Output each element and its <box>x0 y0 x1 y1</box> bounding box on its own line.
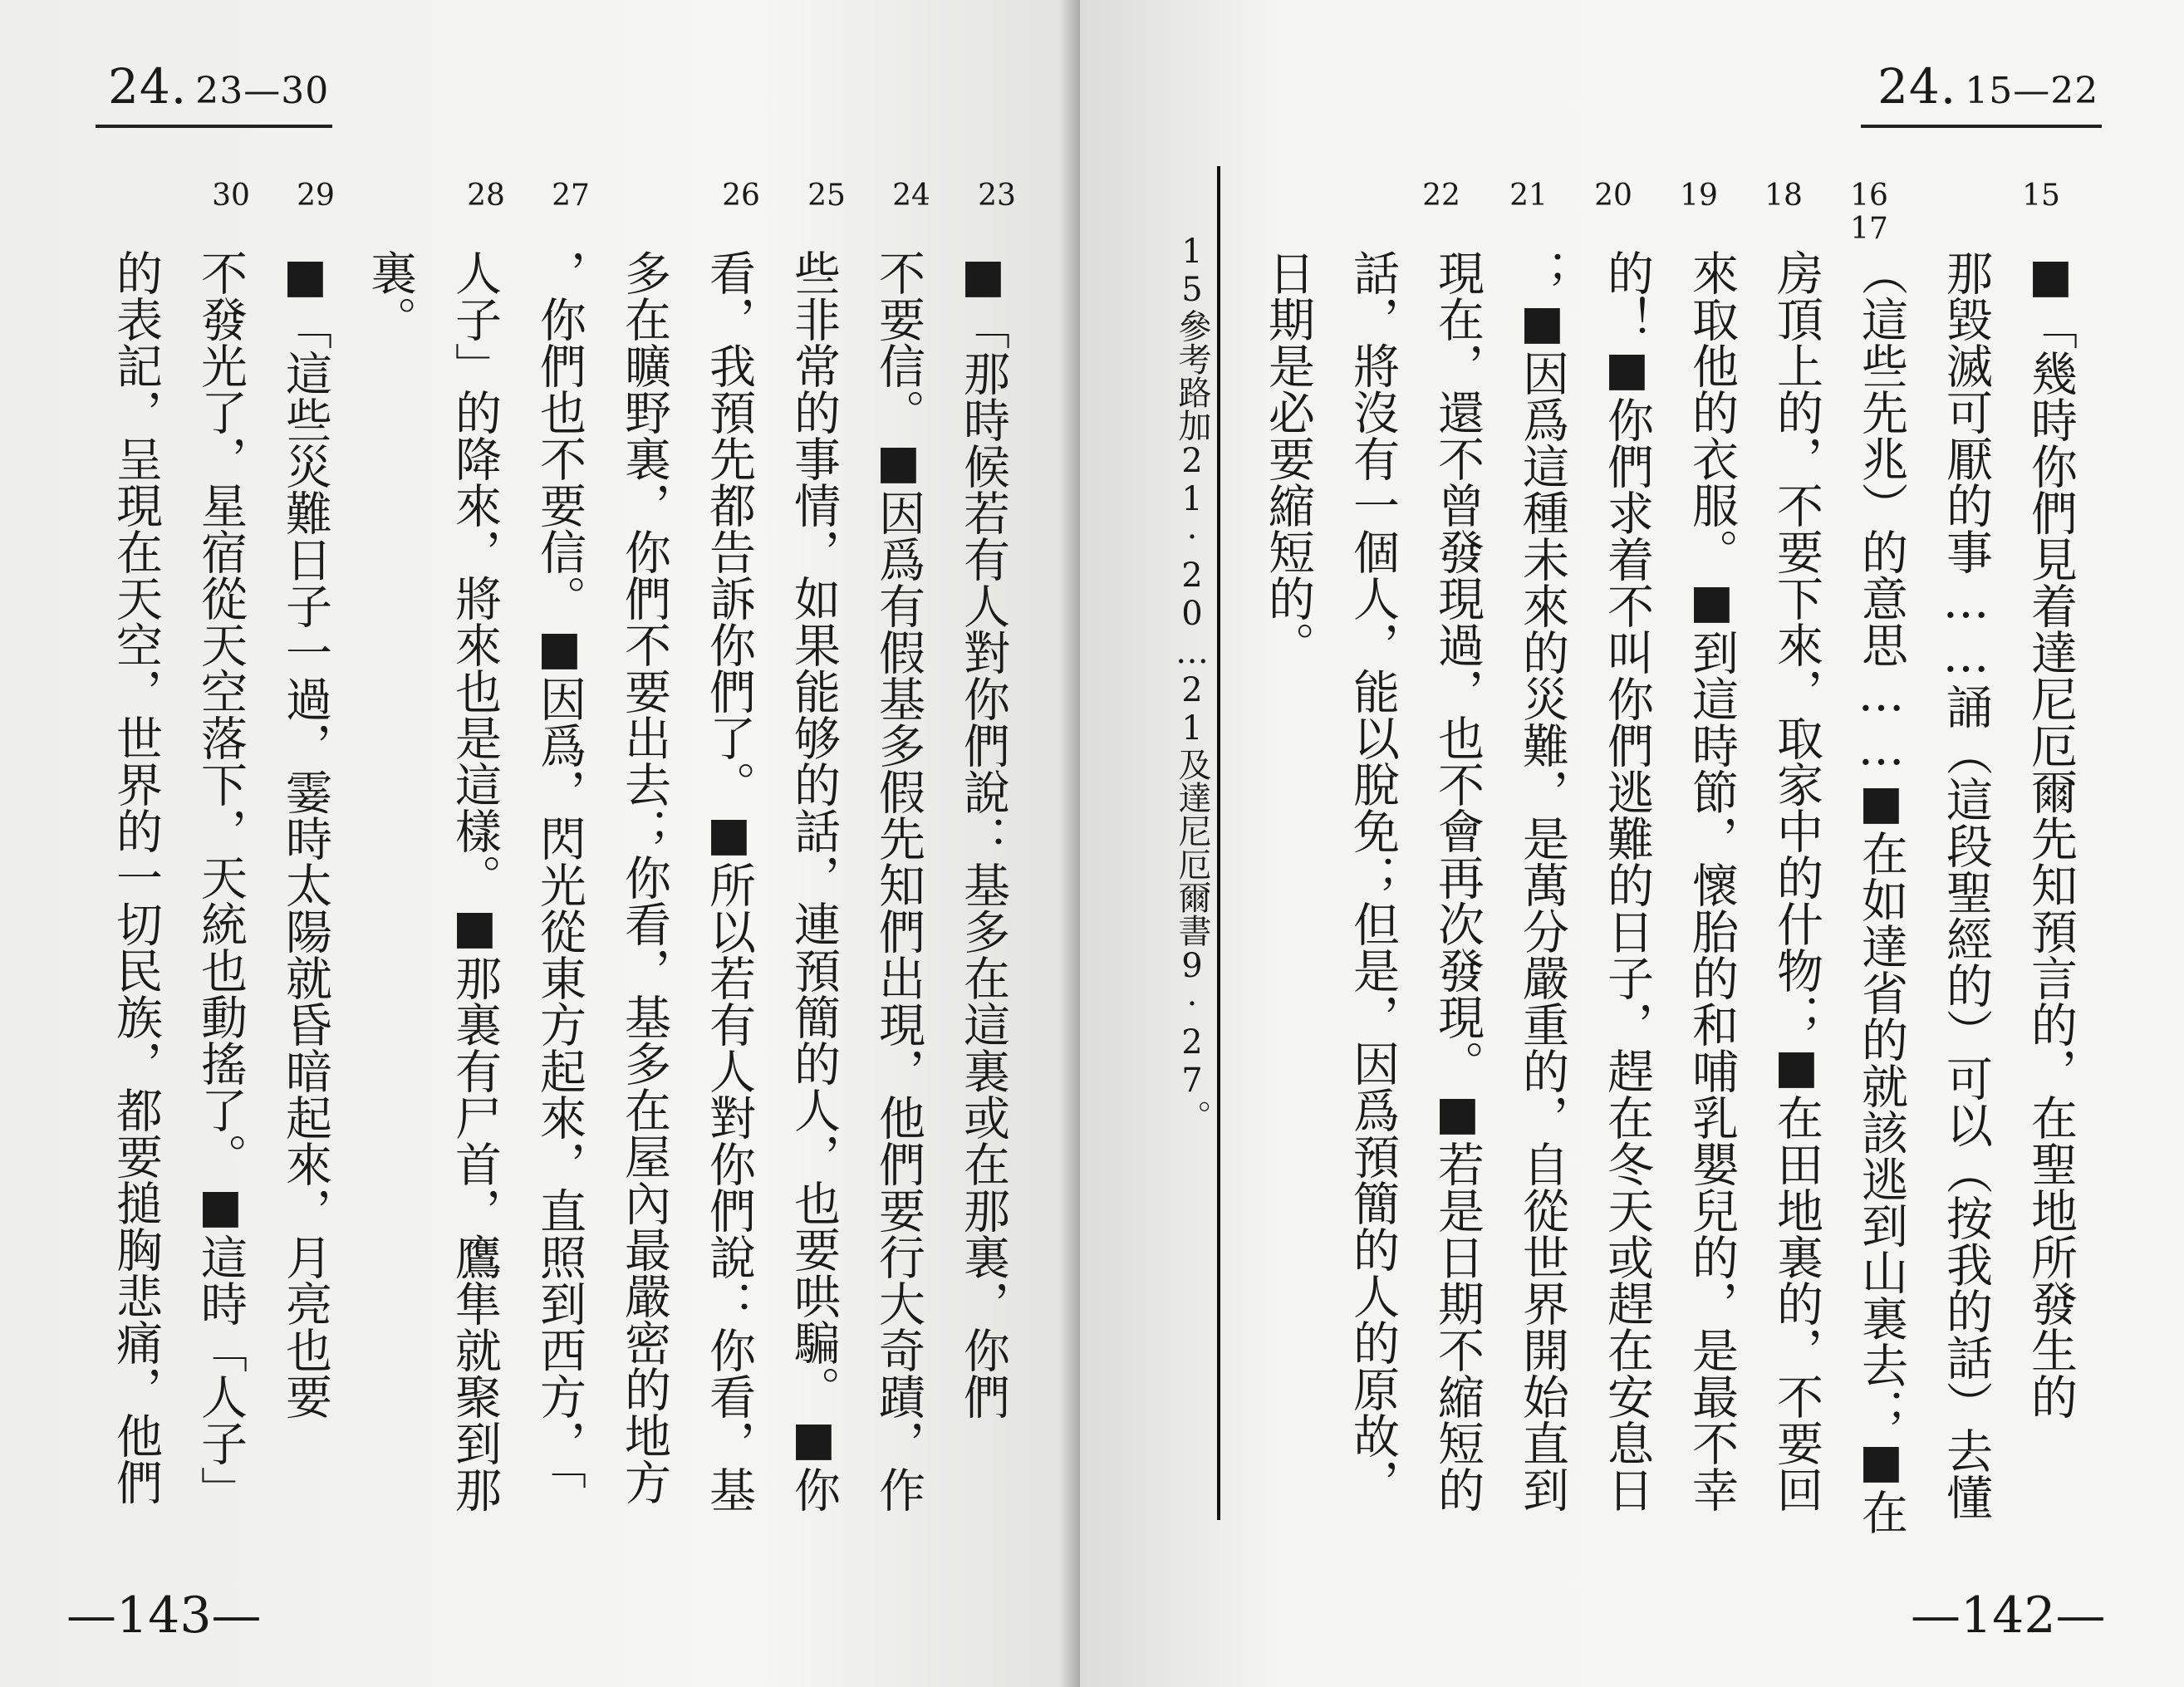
verse-number: 21 <box>1509 179 1548 213</box>
verse-number: 28 <box>467 179 505 213</box>
text-column: 看，我預先都告訴你們了。■所以若有人對你們說：你看，基 <box>702 249 756 1513</box>
right-page <box>1080 0 2184 1687</box>
text-column: 不要信。■因爲有假基多假先知們出現，他們要行大奇蹟，作 <box>871 249 925 1513</box>
footnote: 15參考路加21·20…21及達尼厄爾書9·27。 <box>1173 233 1211 1133</box>
text-column: 的表記，呈現在天空，世界的一切民族，都要搥胸悲痛，他們 <box>109 249 163 1505</box>
right-header-chapter: 24. <box>1877 58 1957 115</box>
left-page <box>0 0 1080 1687</box>
text-column: ，你們也不要信。■因爲，閃光從東方起來，直照到西方，「 <box>533 249 586 1489</box>
verse-number: 30 <box>212 179 250 213</box>
right-page-header <box>1877 58 2098 115</box>
text-column: 的！■你們求着不叫你們逃難的日子，趕在冬天或趕在安息日 <box>1600 249 1654 1513</box>
text-column: （這些先兆）的意思……■在如達省的就該逃到山裏去；■在 <box>1854 249 1908 1535</box>
verse-number: 17 <box>1850 212 1888 246</box>
text-column: 房頂上的，不要下來，取家中的什物；■在田地裏的，不要回 <box>1769 249 1823 1513</box>
text-column: 那毀滅可厭的事……誦（這段聖經的）可以（按我的話）去懂 <box>1939 249 1993 1520</box>
verse-number: 15 <box>2022 179 2060 213</box>
text-column: ；■因爲這種未來的災難，是萬分嚴重的，自從世界開始直到 <box>1515 249 1569 1513</box>
page-number: —142— <box>1911 1586 2106 1645</box>
text-column: 裏。 <box>363 249 417 342</box>
left-header-rule <box>96 125 332 128</box>
verse-number: 20 <box>1594 179 1632 213</box>
verse-number: 24 <box>892 179 930 213</box>
verse-number: 25 <box>807 179 846 213</box>
text-column: ■「幾時你們見着達尼厄爾先知預言的，在聖地所發生的 <box>2024 249 2078 1420</box>
text-column: 些非常的事情，如果能够的話，連預簡的人，也要哄騙。■你 <box>787 249 841 1513</box>
text-column: 話，將沒有一個人，能以脫免；但是，因爲預簡的人的原故， <box>1346 249 1400 1505</box>
verse-number: 18 <box>1764 179 1803 213</box>
verse-number: 23 <box>978 179 1016 213</box>
text-column: 人子」的降來，將來也是這樣。■那裏有尸首，鷹隼就聚到那 <box>448 249 502 1513</box>
verse-number: 22 <box>1422 179 1460 213</box>
right-header-range: 15—22 <box>1965 70 2099 112</box>
verse-number: 26 <box>722 179 760 213</box>
page-number: —143— <box>66 1586 262 1645</box>
text-column: ■「這些災難日子一過，霎時太陽就昏暗起來，月亮也要 <box>278 249 332 1420</box>
verse-number: 19 <box>1680 179 1718 213</box>
verse-number: 16 <box>1850 179 1888 213</box>
verse-number: 29 <box>297 179 335 213</box>
text-column: 多在曠野裏，你們不要出去；你看，基多在屋內最嚴密的地方 <box>617 249 671 1505</box>
right-header-rule <box>1861 125 2102 128</box>
left-page-header <box>108 58 329 115</box>
text-column: 來取他的衣服。■到這時節，懷胎的和哺乳嬰兒的，是最不幸 <box>1685 249 1739 1513</box>
footnote-divider <box>1217 166 1220 1520</box>
left-header-range: 23—30 <box>195 70 330 112</box>
left-header-chapter: 24. <box>108 58 188 115</box>
verse-number: 27 <box>552 179 590 213</box>
text-column: ■「那時候若有人對你們說：基多在這裏或在那裏，你們 <box>956 249 1010 1420</box>
text-column: 日期是必要縮短的。 <box>1261 249 1315 668</box>
text-column: 現在，還不曾發現過，也不會再次發現。■若是日期不縮短的 <box>1431 249 1485 1513</box>
text-column: 不發光了，星宿從天空落下，天統也動搖了。■這時「人子」 <box>194 249 248 1513</box>
